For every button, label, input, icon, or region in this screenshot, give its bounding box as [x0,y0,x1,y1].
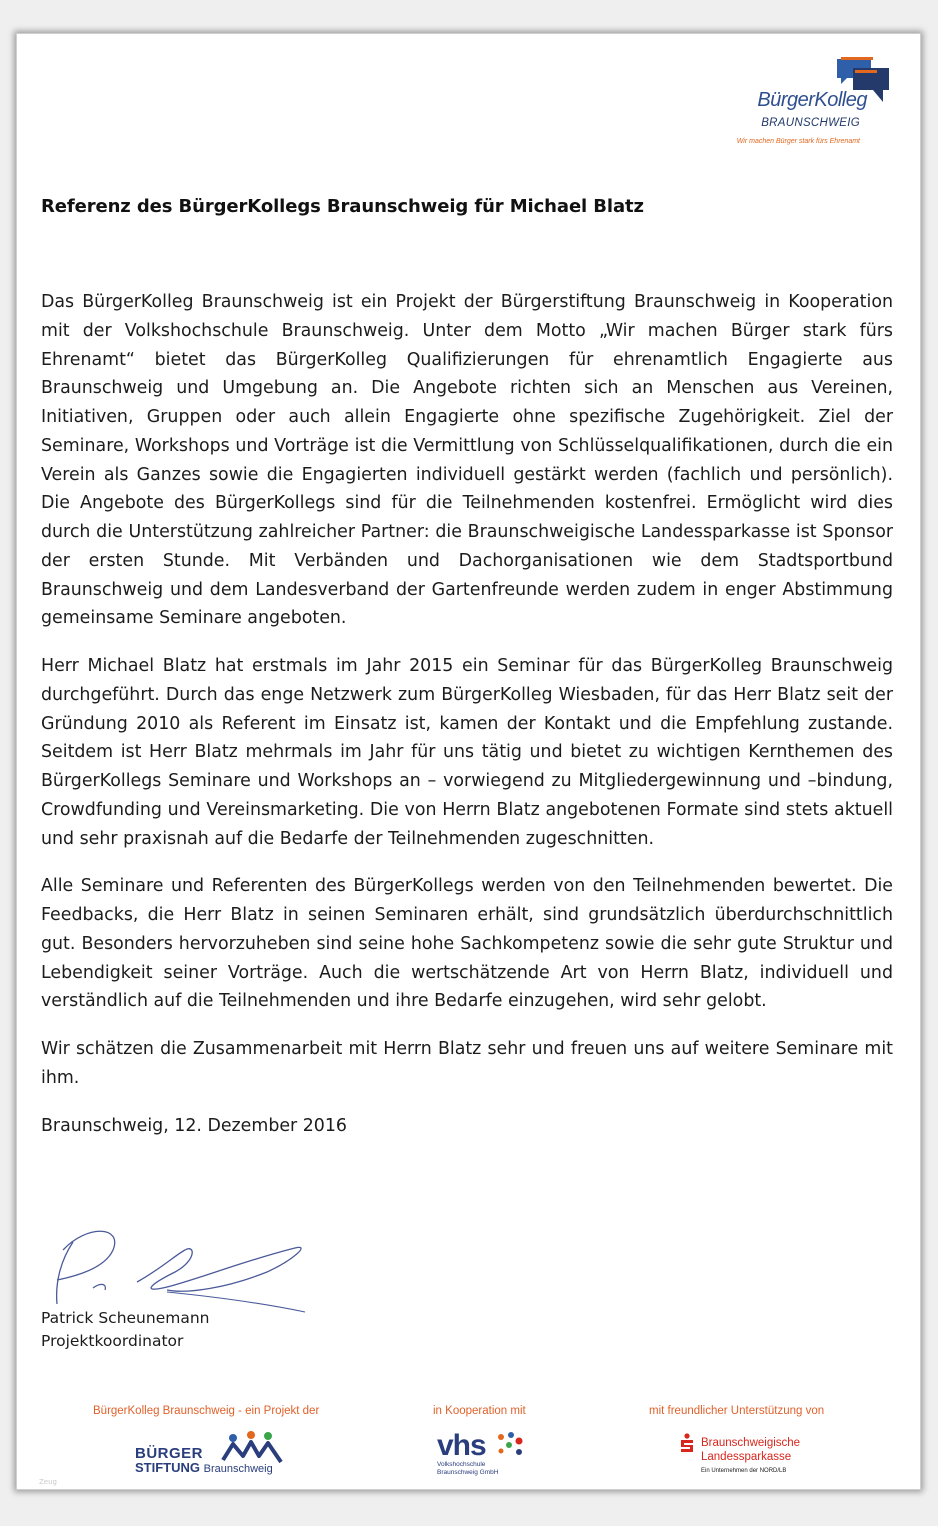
logo-name: BürgerKolleg [757,89,867,111]
footer-heading-cooperation: in Kooperation mit [433,1405,526,1417]
paragraph-closing: Wir schätzen die Zusammenarbeit mit Herrn Blatz sehr und freuen uns auf weitere Seminare mit ihm. [41,1039,893,1088]
corner-watermark: Zeug [39,1478,57,1486]
vhs-logo [437,1429,537,1489]
paragraph-intro: Das BürgerKolleg Braunschweig ist ein Projekt der Bürgerstiftung Braunschweig in Kooperation mit der Volkshochschule Braunschweig. Unter dem Motto „Wir machen Bürger stark fürs Ehrenamt“ bietet das BürgerKolleg Qualifizierungen für ehrenamtlich Engagierte aus Braunschweig und Umgebung an. Die Angebote richten sich an Menschen aus Vereinen, Initiativen, Gruppen oder auch allein Engagierte ohne spezifische Zugehörigkeit. Ziel der Seminare, Workshops und Vorträge ist die Vermittlung von Schlüsselqualifikationen, durch die ein Verein als Ganzes sowie die Engagierten individuell gestärkt werden (fachlich und persönlich). Die Angebote des BürgerKollegs sind für die Teilnehmenden kostenfrei. Ermöglicht wird dies durch die Unterstützung zahlreicher Partner: die Braunschweigische Landessparkasse ist Sponsor der ersten Stunde. Mit Verbänden und Dachorganisationen wie dem Stadtsportbund Braunschweig und dem Landesverband der Gartenfreunde werden zudem in enger Abstimmung gemeinsame Seminare angeboten. [41,292,893,629]
document-page [17,34,920,1489]
buergerstiftung-word1: BÜRGER [135,1445,204,1462]
document-title: Referenz des BürgerKollegs Braunschweig für Michael Blatz [41,196,644,217]
buergerstiftung-word2: STIFTUNG Braunschweig [135,1460,273,1475]
buergerstiftung-city: Braunschweig [203,1463,273,1475]
buergerstiftung-logo [135,1430,295,1486]
document-body [41,288,893,1159]
signature [47,1220,327,1316]
logo-city: BRAUNSCHWEIG [761,117,860,129]
paragraph-history: Herr Michael Blatz hat erstmals im Jahr 2015 ein Seminar für das BürgerKolleg Braunschweig durchgeführt. Durch das enge Netzwerk zum BürgerKolleg Wiesbaden, für das Herr Blatz seit der Gründung 2010 als Referent im Einsatz ist, kamen der Kontakt und die Empfehlung zustande. Seitdem ist Herr Blatz mehrmals im Jahr für uns tätig und bietet zu wichtigen Kernthemen des BürgerKollegs Seminare und Workshops an – vorwiegend zu Mitgliedergewinnung und –bindung, Crowdfunding und Vereinsmarketing. Die von Herrn Blatz angebotenen Formate sind stets aktuell und sehr praxisnah auf die Bedarfe der Teilnehmenden zugeschnitten. [41,656,893,849]
logo-tagline: Wir machen Bürger stark fürs Ehrenamt [736,138,860,145]
footer-heading-project: BürgerKolleg Braunschweig - ein Projekt der [93,1405,320,1417]
footer-heading-support: mit freundlicher Unterstützung von [649,1405,825,1417]
sparkasse-s-icon [679,1433,695,1453]
buergerkolleg-logo [717,56,912,148]
vhs-wordmark: vhs [437,1429,486,1462]
paragraph-feedback: Alle Seminare und Referenten des BürgerKollegs werden von den Teilnehmenden bewertet. Die Feedbacks, die Herr Blatz in seinen Seminaren erhält, sind grundsätzlich überdurchschnittlich gut. Besonders hervorzuheben sind seine hohe Sachkompetenz sowie die sehr gute Struktur und Lebendigkeit seiner Vorträge. Auch die wertschätzende Art von Herrn Blatz, individuell und verständlich auf die Teilnehmenden und ihre Bedarfe einzugehen, wird sehr gelobt. [41,876,893,1012]
vhs-subtitle: Volkshochschule Braunschweig GmbH [437,1461,499,1476]
signer-name: Patrick Scheunemann [41,1309,210,1327]
sparkasse-name: Braunschweigische Landessparkasse [701,1437,801,1463]
sparkasse-subtitle: Ein Unternehmen der NORD/LB [701,1468,787,1474]
date-line: Braunschweig, 12. Dezember 2016 [41,1115,347,1136]
vhs-dots-icon [495,1431,527,1459]
signer-role: Projektkoordinator [41,1332,184,1350]
signer-block [41,1307,209,1353]
sparkasse-logo [679,1432,839,1482]
